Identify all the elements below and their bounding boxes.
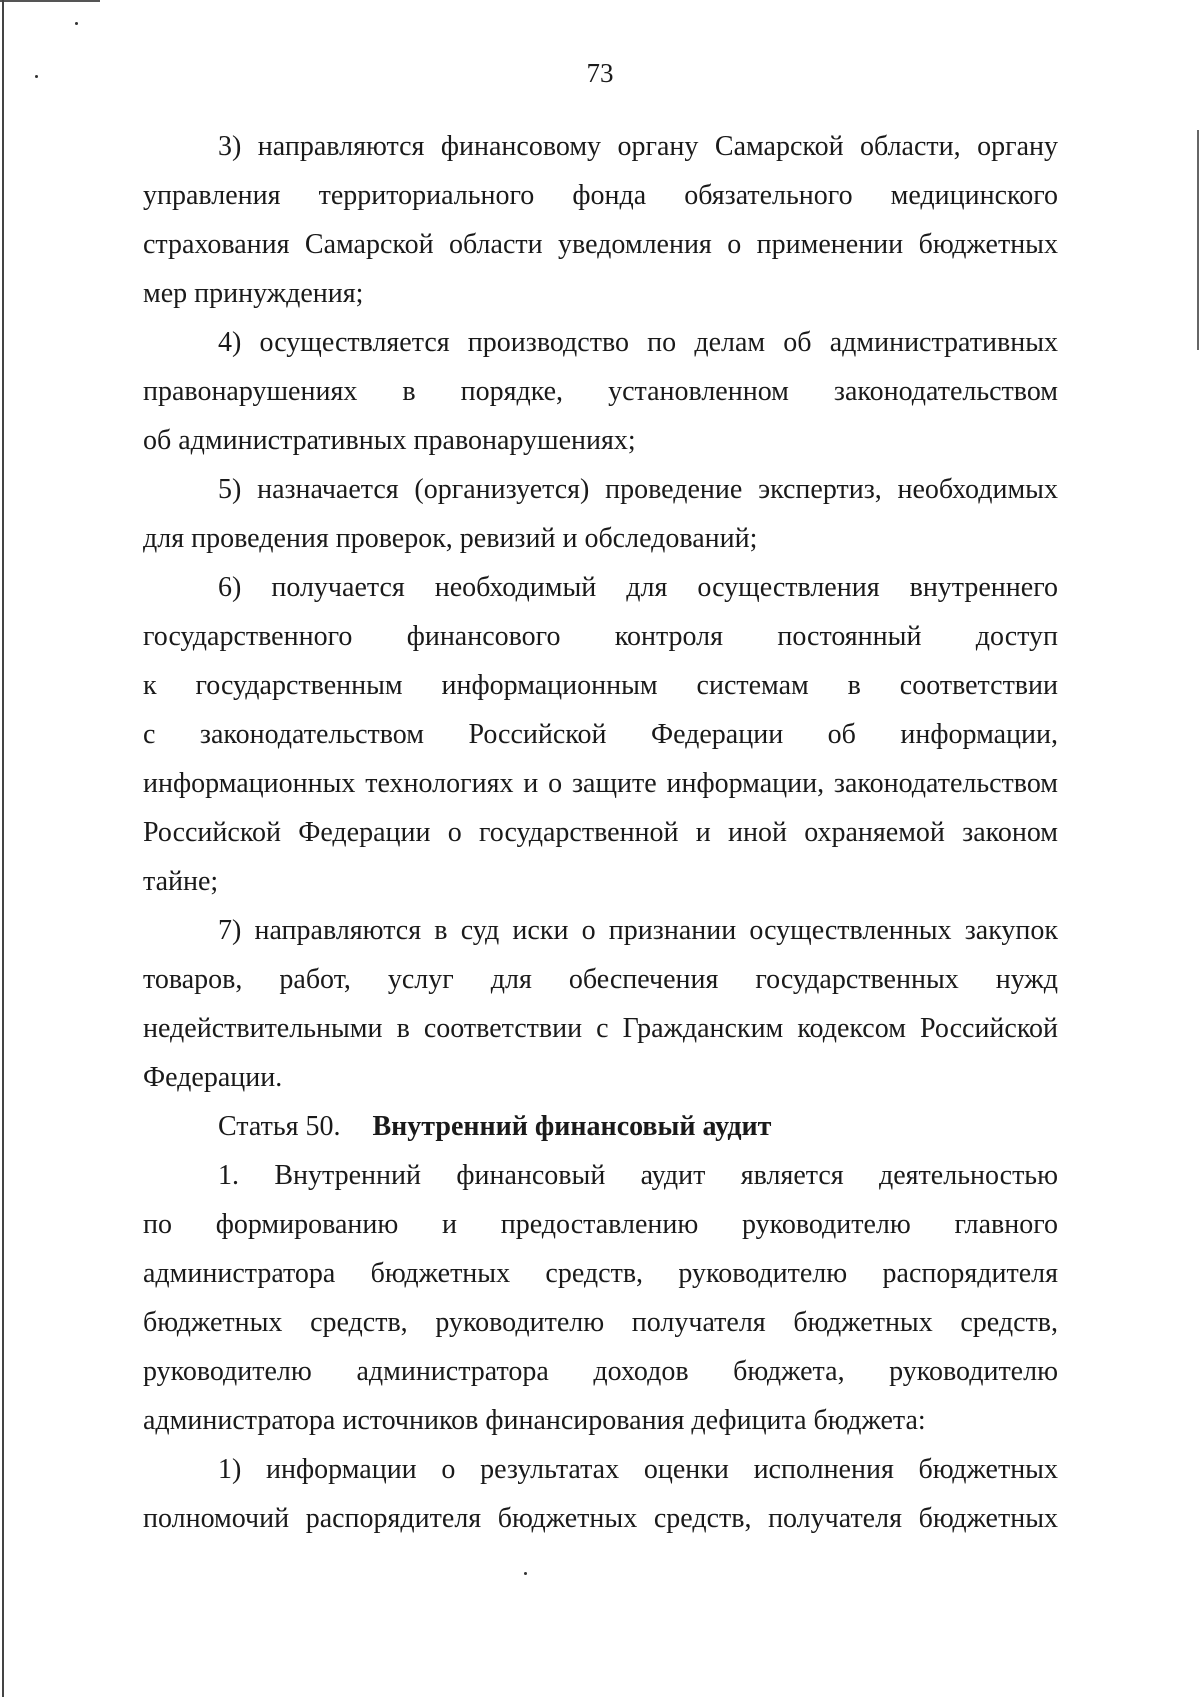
text-line: государственного финансового контроля постоянный доступ	[143, 621, 1058, 652]
article-heading	[143, 1102, 1058, 1151]
text-line: 4) осуществляется производство по делам об административных	[218, 327, 1058, 358]
text-line: управления территориального фонда обязательного медицинского	[143, 180, 1058, 211]
paragraph	[143, 318, 1058, 465]
article-label: Статья 50.	[218, 1111, 341, 1142]
paragraph-list	[143, 122, 1058, 1102]
text-line: для проведения проверок, ревизий и обследований;	[143, 523, 758, 554]
scan-edge-left	[2, 0, 4, 1697]
text-line: бюджетных средств, руководителю получателя бюджетных средств,	[143, 1307, 1058, 1338]
text-line: 3) направляются финансовому органу Самарской области, органу	[218, 131, 1058, 162]
document-body	[143, 122, 1058, 1543]
text-line: правонарушениях в порядке, установленном законодательством	[143, 376, 1058, 407]
text-line: страхования Самарской области уведомления о применении бюджетных	[143, 229, 1058, 260]
text-line: администратора бюджетных средств, руководителю распорядителя	[143, 1258, 1058, 1289]
text-line: недействительными в соответствии с Гражданским кодексом Российской	[143, 1013, 1058, 1044]
paragraph	[143, 122, 1058, 318]
scan-speck	[75, 22, 78, 25]
text-line: тайне;	[143, 866, 219, 897]
text-line: по формированию и предоставлению руководителю главного	[143, 1209, 1058, 1240]
article-title: Внутренний финансовый аудит	[372, 1111, 772, 1142]
paragraph	[143, 906, 1058, 1102]
text-line: к государственным информационным системам в соответствии	[143, 670, 1058, 701]
text-line: администратора источников финансирования дефицита бюджета:	[143, 1405, 926, 1436]
page-number: 73	[586, 58, 614, 88]
scan-edge-right	[1197, 130, 1199, 350]
article-paragraph-list	[143, 1151, 1058, 1543]
text-line: 1. Внутренний финансовый аудит является деятельностью	[218, 1160, 1058, 1191]
text-line: 5) назначается (организуется) проведение экспертиз, необходимых	[218, 474, 1058, 505]
scan-speck	[524, 1572, 527, 1575]
paragraph	[143, 465, 1058, 563]
scan-edge-top	[0, 0, 100, 2]
text-line: об административных правонарушениях;	[143, 425, 636, 456]
text-line: мер принуждения;	[143, 278, 364, 309]
text-line: товаров, работ, услуг для обеспечения государственных нужд	[143, 964, 1058, 995]
text-line: 6) получается необходимый для осуществления внутреннего	[218, 572, 1058, 603]
text-line: 7) направляются в суд иски о признании осуществленных закупок	[218, 915, 1058, 946]
text-line: с законодательством Российской Федерации об информации,	[143, 719, 1058, 750]
paragraph	[143, 563, 1058, 906]
text-line: полномочий распорядителя бюджетных средств, получателя бюджетных	[143, 1503, 1058, 1534]
text-line: 1) информации о результатах оценки исполнения бюджетных	[218, 1454, 1058, 1485]
text-line: Федерации.	[143, 1062, 283, 1093]
text-line: Российской Федерации о государственной и иной охраняемой законом	[143, 817, 1058, 848]
paragraph	[143, 1445, 1058, 1543]
paragraph	[143, 1151, 1058, 1445]
text-line: информационных технологиях и о защите информации, законодательством	[143, 768, 1058, 799]
text-line: руководителю администратора доходов бюджета, руководителю	[143, 1356, 1058, 1387]
